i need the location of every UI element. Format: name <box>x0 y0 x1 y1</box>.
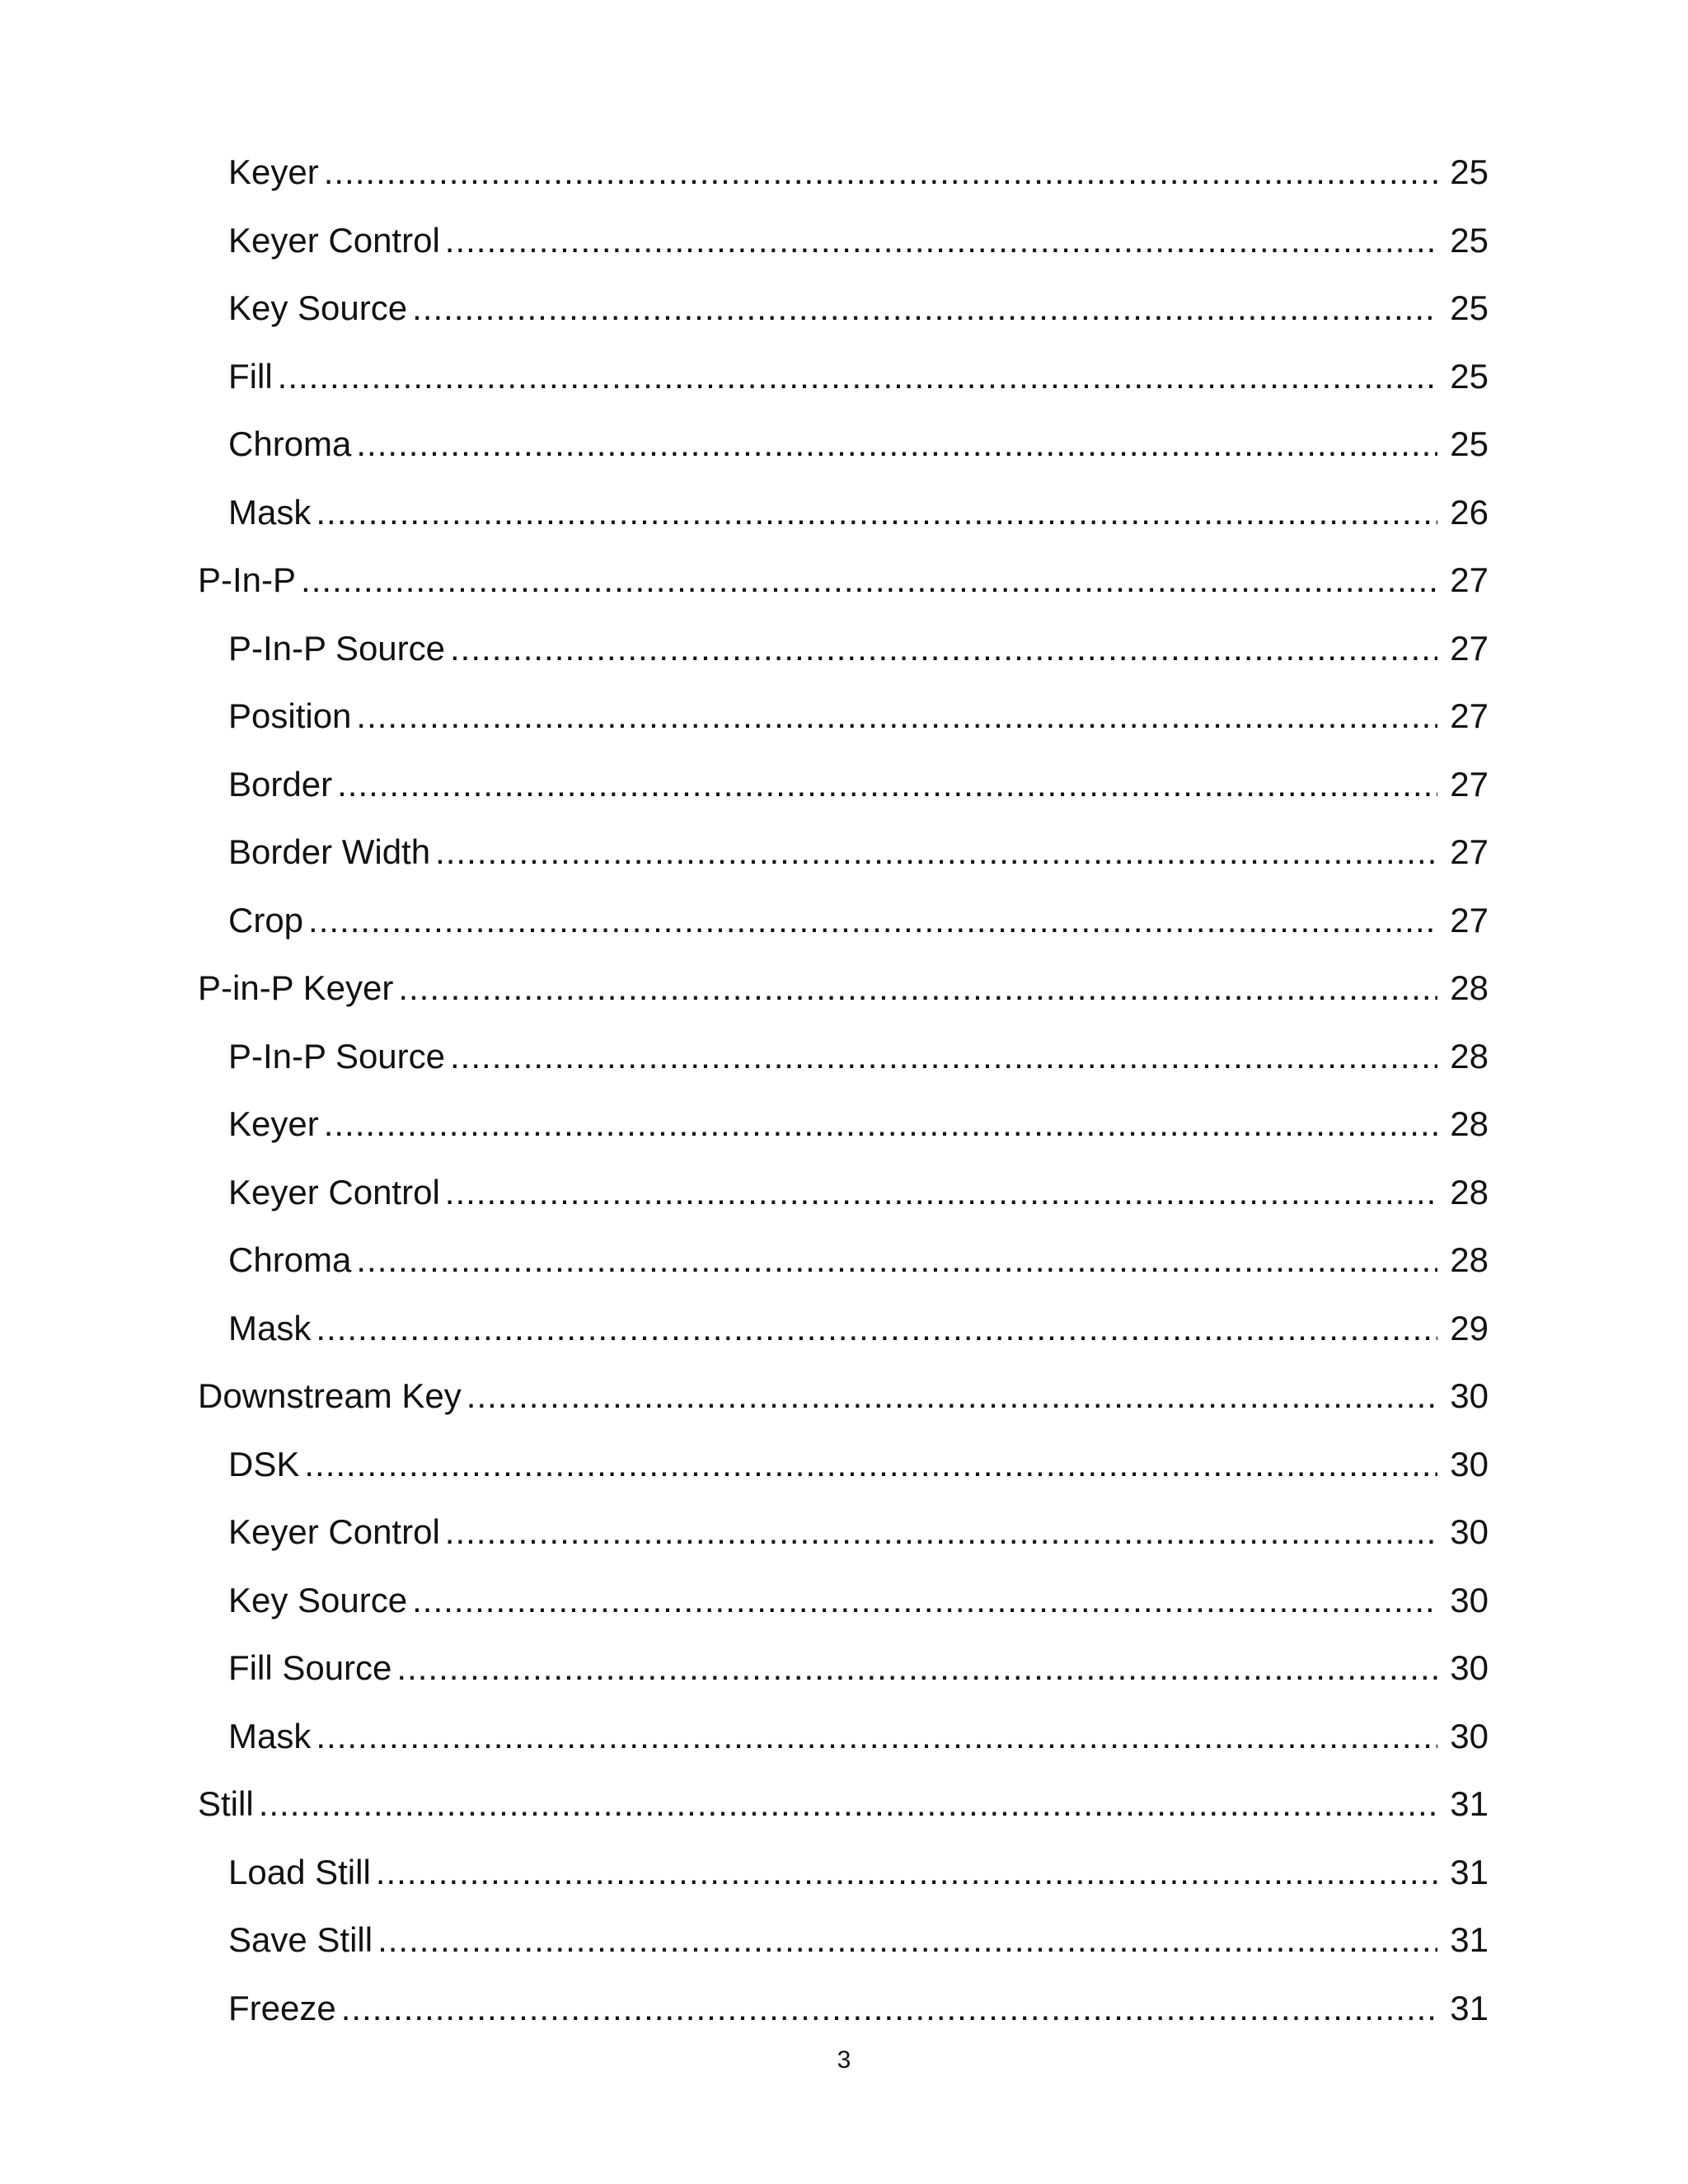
toc-dot-leader <box>412 285 1437 331</box>
toc-entry[interactable] <box>0 898 1688 966</box>
toc-entry[interactable] <box>0 1577 1688 1646</box>
toc-dot-leader <box>337 762 1437 808</box>
toc-entry-page: 30 <box>1450 1444 1489 1483</box>
toc-dot-leader <box>376 1849 1437 1896</box>
toc-dot-leader <box>304 1441 1437 1488</box>
toc-dot-leader <box>435 829 1437 875</box>
toc-entry-page: 27 <box>1450 764 1489 804</box>
toc-entry-page: 25 <box>1450 424 1489 463</box>
toc-entry-title: Border <box>228 764 333 804</box>
toc-entry-title: Key Source <box>228 1580 408 1619</box>
toc-dot-leader <box>356 1237 1437 1283</box>
toc-entry-title: P-In-P Source <box>228 1036 446 1076</box>
toc-entry-page: 31 <box>1450 1988 1489 2027</box>
toc-dot-leader <box>356 421 1437 467</box>
toc-dot-leader <box>316 490 1437 536</box>
toc-entry-page: 27 <box>1450 832 1489 871</box>
toc-entry-title: P-in-P Keyer <box>198 968 394 1007</box>
toc-entry-title: Keyer Control <box>228 1512 440 1551</box>
toc-entry-title: Border Width <box>228 832 431 871</box>
toc-entry[interactable] <box>0 1781 1688 1849</box>
toc-entry[interactable] <box>0 1849 1688 1918</box>
toc-entry-title: Key Source <box>228 288 408 327</box>
toc-entry[interactable] <box>0 762 1688 830</box>
toc-entry-title: Keyer Control <box>228 220 440 260</box>
toc-entry-page: 28 <box>1450 968 1489 1007</box>
toc-entry-page: 25 <box>1450 356 1489 396</box>
toc-entry-page: 31 <box>1450 1784 1489 1823</box>
toc-entry-page: 27 <box>1450 560 1489 599</box>
toc-entry[interactable] <box>0 490 1688 558</box>
toc-entry[interactable] <box>0 626 1688 694</box>
toc-entry[interactable] <box>0 1101 1688 1169</box>
toc-dot-leader <box>445 218 1437 264</box>
toc-entry-page: 27 <box>1450 628 1489 668</box>
toc-entry-title: Fill Source <box>228 1648 392 1687</box>
toc-entry[interactable] <box>0 1237 1688 1305</box>
toc-dot-leader <box>450 1033 1437 1080</box>
toc-dot-leader <box>324 1101 1437 1147</box>
toc-entry-title: Downstream Key <box>198 1376 462 1415</box>
toc-entry[interactable] <box>0 1305 1688 1374</box>
toc-entry[interactable] <box>0 1509 1688 1577</box>
toc-entry-title: Keyer <box>228 152 319 191</box>
toc-entry[interactable] <box>0 149 1688 218</box>
toc-entry-page: 30 <box>1450 1580 1489 1619</box>
toc-dot-leader <box>341 1985 1437 2032</box>
toc-dot-leader <box>398 965 1437 1011</box>
table-of-contents <box>0 149 1688 2053</box>
toc-entry-page: 28 <box>1450 1240 1489 1279</box>
toc-entry-page: 28 <box>1450 1036 1489 1076</box>
toc-dot-leader <box>278 354 1437 400</box>
toc-entry-page: 30 <box>1450 1376 1489 1415</box>
toc-dot-leader <box>316 1305 1437 1352</box>
toc-entry[interactable] <box>0 829 1688 898</box>
toc-entry[interactable] <box>0 1713 1688 1782</box>
toc-entry-title: Mask <box>228 492 312 532</box>
toc-entry-page: 25 <box>1450 152 1489 191</box>
toc-dot-leader <box>450 626 1437 672</box>
toc-entry-page: 27 <box>1450 696 1489 735</box>
toc-entry[interactable] <box>0 218 1688 286</box>
toc-dot-leader <box>377 1917 1437 1963</box>
toc-entry-title: Fill <box>228 356 273 396</box>
toc-entry-page: 29 <box>1450 1308 1489 1347</box>
toc-entry-title: Chroma <box>228 1240 352 1279</box>
toc-entry-page: 30 <box>1450 1648 1489 1687</box>
toc-entry[interactable] <box>0 1917 1688 1985</box>
toc-entry[interactable] <box>0 693 1688 762</box>
toc-entry-title: Mask <box>228 1308 312 1347</box>
toc-entry-title: P-In-P <box>198 560 297 599</box>
toc-dot-leader <box>396 1645 1437 1691</box>
toc-dot-leader <box>445 1169 1437 1216</box>
toc-entry-page: 26 <box>1450 492 1489 532</box>
toc-entry-title: Position <box>228 696 352 735</box>
toc-entry-title: Keyer <box>228 1104 319 1143</box>
toc-dot-leader <box>316 1713 1437 1760</box>
toc-entry-page: 31 <box>1450 1852 1489 1891</box>
toc-entry-title: Still <box>198 1784 254 1823</box>
toc-entry[interactable] <box>0 1169 1688 1238</box>
toc-entry-page: 25 <box>1450 220 1489 260</box>
toc-dot-leader <box>445 1509 1437 1555</box>
page-number: 3 <box>837 2046 851 2074</box>
toc-entry-page: 30 <box>1450 1512 1489 1551</box>
toc-entry[interactable] <box>0 1441 1688 1510</box>
toc-entry-page: 30 <box>1450 1716 1489 1755</box>
toc-entry-title: Freeze <box>228 1988 336 2027</box>
toc-entry[interactable] <box>0 1373 1688 1441</box>
toc-dot-leader <box>259 1781 1437 1827</box>
toc-entry[interactable] <box>0 354 1688 422</box>
toc-dot-leader <box>356 693 1437 739</box>
toc-entry-title: P-In-P Source <box>228 628 446 668</box>
toc-entry-title: DSK <box>228 1444 300 1483</box>
toc-entry-page: 28 <box>1450 1104 1489 1143</box>
toc-dot-leader <box>324 149 1437 195</box>
toc-entry-page: 25 <box>1450 288 1489 327</box>
toc-entry[interactable] <box>0 557 1688 626</box>
toc-dot-leader <box>467 1373 1437 1419</box>
toc-entry[interactable] <box>0 1033 1688 1102</box>
toc-dot-leader <box>412 1577 1437 1624</box>
toc-entry-title: Save Still <box>228 1920 373 1959</box>
toc-entry[interactable] <box>0 1645 1688 1713</box>
toc-entry-title: Crop <box>228 900 304 940</box>
toc-entry-page: 31 <box>1450 1920 1489 1959</box>
toc-dot-leader <box>301 557 1437 603</box>
toc-entry[interactable] <box>0 285 1688 354</box>
toc-entry-title: Load Still <box>228 1852 371 1891</box>
toc-entry-title: Mask <box>228 1716 312 1755</box>
toc-entry-title: Chroma <box>228 424 352 463</box>
toc-entry-title: Keyer Control <box>228 1172 440 1212</box>
toc-entry-page: 27 <box>1450 900 1489 940</box>
toc-entry[interactable] <box>0 965 1688 1033</box>
toc-entry-page: 28 <box>1450 1172 1489 1212</box>
toc-entry[interactable] <box>0 421 1688 490</box>
toc-dot-leader <box>308 898 1437 944</box>
toc-entry[interactable] <box>0 1985 1688 2054</box>
